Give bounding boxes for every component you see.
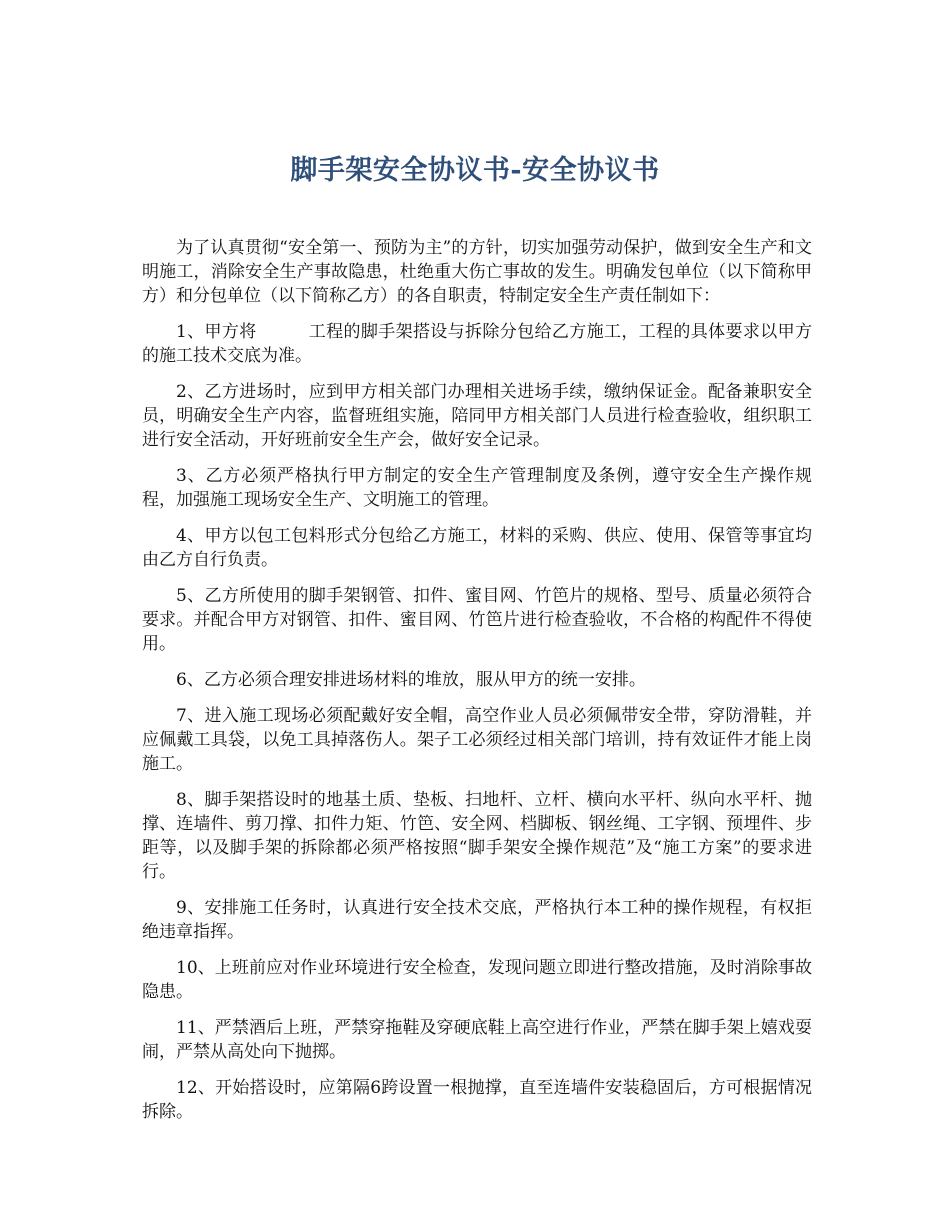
clause-paragraph: 11、严禁酒后上班，严禁穿拖鞋及穿硬底鞋上高空进行作业，严禁在脚手架上嬉戏耍闹，严禁从高处向下抛掷。 [142,1018,812,1062]
clause-paragraph: 6、乙方必须合理安排进场材料的堆放，服从甲方的统一安排。 [176,670,646,690]
clause-paragraph: 3、乙方必须严格执行甲方制定的安全生产管理制度及条例，遵守安全生产操作规程，加强施工现场安全生产、文明施工的管理。 [142,466,812,510]
clause-paragraph: 12、开始搭设时，应第隔6跨设置一根抛撑，直至连墙件安装稳固后，方可根据情况拆除。 [142,1078,812,1122]
clause-paragraph: 8、脚手架搭设时的地基土质、垫板、扫地杆、立杆、横向水平杆、纵向水平杆、抛撑、连墙件、剪刀撑、扣件力矩、竹笆、安全网、档脚板、钢丝绳、工字钢、预埋件、步距等，以及脚手架的拆除都必须严格按照“脚手架安全操作规范”及“施工方案”的要求进行。 [142,790,812,882]
clause-paragraph: 1、甲方将 工程的脚手架搭设与拆除分包给乙方施工，工程的具体要求以甲方的施工技术交底为准。 [142,322,812,366]
clause-paragraph: 7、进入施工现场必须配戴好安全帽，高空作业人员必须佩带安全带，穿防滑鞋，并应佩戴工具袋，以免工具掉落伤人。架子工必须经过相关部门培训，持有效证件才能上岗施工。 [142,706,812,774]
clause-paragraph: 5、乙方所使用的脚手架钢管、扣件、蜜目网、竹笆片的规格、型号、质量必须符合要求。并配合甲方对钢管、扣件、蜜目网、竹笆片进行检查验收，不合格的构配件不得使用。 [142,586,812,654]
clause-paragraph: 4、甲方以包工包料形式分包给乙方施工，材料的采购、供应、使用、保管等事宜均由乙方自行负责。 [142,526,812,570]
document-title: 脚手架安全协议书-安全协议书 [290,155,660,186]
clause-paragraph: 9、安排施工任务时，认真进行安全技术交底，严格执行本工种的操作规程，有权拒绝违章指挥。 [142,898,812,942]
intro-paragraph: 为了认真贯彻“安全第一、预防为主”的方针，切实加强劳动保护，做到安全生产和文明施工，消除安全生产事故隐患，杜绝重大伤亡事故的发生。明确发包单位（以下简称甲方）和分包单位（以下简称乙方）的各自职责，特制定安全生产责任制如下： [142,238,812,306]
document-body [142,236,812,1136]
clause-paragraph: 10、上班前应对作业环境进行安全检查，发现问题立即进行整改措施，及时消除事故隐患。 [142,958,812,1002]
clause-paragraph: 2、乙方进场时，应到甲方相关部门办理相关进场手续，缴纳保证金。配备兼职安全员，明确安全生产内容，监督班组实施，陪同甲方相关部门人员进行检查验收，组织职工进行安全活动，开好班前安全生产会，做好安全记录。 [142,382,812,450]
